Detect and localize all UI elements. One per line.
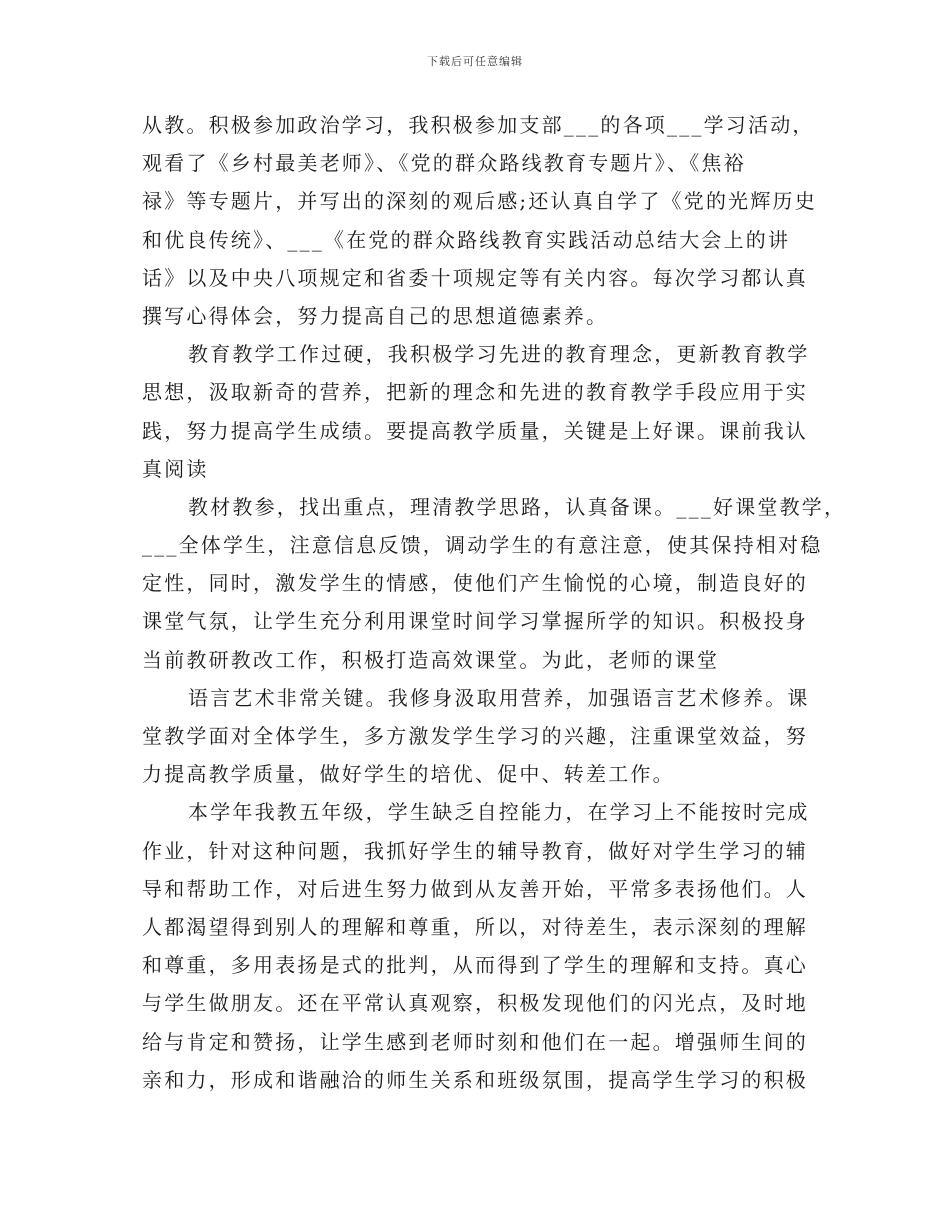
text-line: 亲和力，形成和谐融洽的师生关系和班级氛围，提高学生学习的积极 [142, 1067, 808, 1092]
text-line: 话》以及中央八项规定和省委十项规定等有关内容。每次学习都认真 [142, 265, 808, 290]
text-line: 和尊重，多用表扬是式的批判，从而得到了学生的理解和支持。真心 [142, 953, 808, 978]
text-line: 人都渴望得到别人的理解和尊重，所以，对待差生，表示深刻的理解 [142, 914, 808, 939]
text-line: 力提高教学质量，做好学生的培优、促中、转差工作。 [142, 762, 675, 787]
page-header: 下载后可任意编辑 [427, 55, 523, 68]
text-line: 课堂气氛，让学生充分利用课堂时间学习掌握所学的知识。积极投身 [142, 609, 808, 634]
text-line: 思想，汲取新奇的营养，把新的理念和先进的教育教学手段应用于实 [142, 380, 808, 405]
text-line: 定性，同时，激发学生的情感，使他们产生愉悦的心境，制造良好的 [142, 571, 808, 596]
text-line: 观看了《乡村最美老师》、《党的群众路线教育专题片》、《焦裕 [142, 151, 746, 176]
text-line: 堂教学面对全体学生，多方激发学生学习的兴趣，注重课堂效益，努 [142, 724, 808, 748]
text-line: 给与肯定和赞扬，让学生感到老师时刻和他们在一起。增强师生间的 [142, 1029, 808, 1054]
text-line: 禄》等专题片，并写出的深刻的观后感;还认真自学了《党的光辉历史 [142, 189, 817, 214]
text-line: 践，努力提高学生成绩。要提高教学质量，关键是上好课。课前我认 [142, 418, 808, 443]
text-line: 和优良传统》、___《在党的群众路线教育实践活动总结大会上的讲 [142, 227, 791, 252]
text-line: 教育教学工作过硬，我积极学习先进的教育理念，更新教育教学 [188, 342, 810, 367]
text-line: 导和帮助工作，对后进生努力做到从友善开始，平常多表扬他们。人 [142, 876, 808, 901]
text-line: 语言艺术非常关键。我修身汲取用营养，加强语言艺术修养。课 [188, 685, 810, 710]
text-line: 教材教参，找出重点，理清教学思路，认真备课。___好课堂教学， [188, 494, 847, 519]
text-line: 与学生做朋友。还在平常认真观察，积极发现他们的闪光点，及时地 [142, 991, 808, 1016]
document-body [142, 106, 847, 1099]
text-line: 从教。积极参加政治学习，我积极参加支部___的各项___学习活动， [142, 113, 815, 137]
text-line: 真阅读 [142, 456, 209, 481]
text-line: 本学年我教五年级，学生缺乏自控能力，在学习上不能按时完成 [188, 800, 810, 825]
text-line: 作业，针对这种问题，我抓好学生的辅导教育，做好对学生学习的辅 [142, 838, 808, 863]
text-line: 当前教研教改工作，积极打造高效课堂。为此，老师的课堂 [142, 647, 720, 672]
text-line: ___全体学生，注意信息反馈，调动学生的有意注意，使其保持相对稳 [142, 533, 823, 558]
text-line: 撰写心得体会，努力提高自己的思想道德素养。 [142, 303, 609, 328]
